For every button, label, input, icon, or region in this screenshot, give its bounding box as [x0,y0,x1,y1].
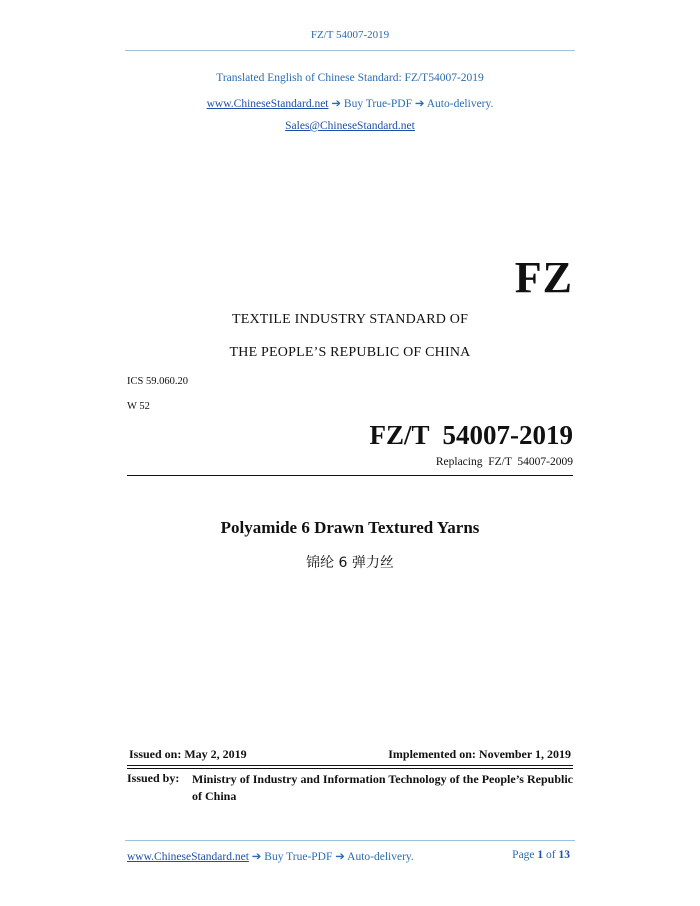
footer-buy-text: Buy True-PDF [264,851,333,863]
issue-divider [127,765,573,769]
header-divider [125,50,575,51]
title-divider [127,475,573,476]
title-english: Polyamide 6 Drawn Textured Yarns [220,518,480,537]
issued-by-label: Issued by: [127,771,180,785]
fz-mark: FZ [514,253,573,302]
footer-divider [125,840,575,841]
industry-line-2: THE PEOPLE’S REPUBLIC OF CHINA [229,345,471,360]
footer-delivery-text: Auto-delivery. [347,851,414,863]
promo-website-link[interactable]: www.ChineseStandard.net [206,98,329,110]
promo-buy-text: Buy True-PDF [343,98,412,110]
promo-email-row [0,120,700,132]
ics-code: ICS 59.060.20 [127,376,188,387]
title-chinese: 锦纶 6 弹力丝 [306,555,394,571]
promo-title: Translated English of Chinese Standard: FZ/T54007-2019 [216,72,484,84]
of-word: of [546,849,556,861]
footer-links [127,849,414,863]
standard-code: FZ/T 54007-2019 [369,420,573,450]
header-standard-code: FZ/T 54007-2019 [310,29,390,41]
promo-links [0,96,700,110]
arrow-icon: ➔ [411,98,427,110]
page-total: 13 [558,849,570,861]
arrow-icon: ➔ [328,98,344,110]
arrow-icon: ➔ [332,851,348,863]
footer-website-link[interactable]: www.ChineseStandard.net [127,851,249,863]
w-code: W 52 [127,401,150,412]
page-indicator [512,849,570,861]
page-number: 1 [537,849,544,861]
promo-email-link[interactable]: Sales@ChineseStandard.net [285,120,415,132]
implemented-on-date: Implemented on: November 1, 2019 [388,747,571,761]
issued-on-date: Issued on: May 2, 2019 [129,747,247,761]
arrow-icon: ➔ [248,851,265,863]
promo-delivery-text: Auto-delivery. [426,98,494,110]
issued-by-text: Ministry of Industry and Information Technology of the People’s Republic of China [192,772,573,803]
page-word: Page [512,849,535,861]
industry-line-1: TEXTILE INDUSTRY STANDARD OF [231,312,469,327]
replacing-note: Replacing FZ/T 54007-2009 [435,456,573,468]
